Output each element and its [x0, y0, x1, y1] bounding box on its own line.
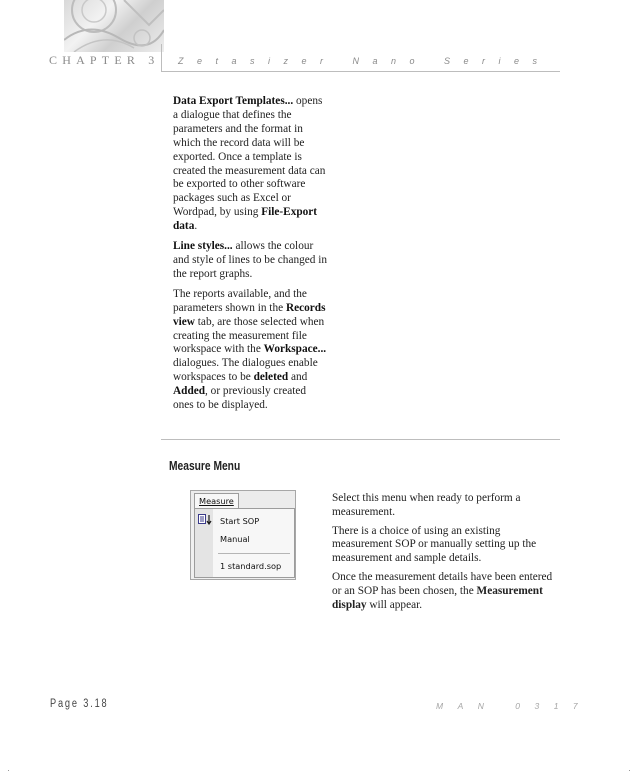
header-divider — [161, 44, 162, 72]
section-rule — [161, 439, 560, 440]
menu-separator — [218, 553, 290, 554]
series-title: Zetasizer Nano Series — [178, 56, 551, 66]
paragraph-line-styles: Line styles... allows the colour and style of lines to be changed in the report graphs. — [173, 240, 328, 280]
section-title-measure-menu: Measure Menu — [169, 459, 241, 473]
corner-mark-left — [8, 770, 9, 771]
menu-item-recent-sop[interactable]: 1 standard.sop — [220, 561, 282, 571]
measure-description: Select this menu when ready to perform a measurement. There is a choice of using an existing measurement SOP or manually setting up the measurement and sample details. Once the measurement details have been entered or an SOP has been chosen, the Measurement display will appear. — [332, 492, 553, 611]
main-text-column — [173, 95, 329, 419]
measure-menu-screenshot — [190, 490, 296, 580]
menu-item-start-sop[interactable]: Start SOP — [220, 516, 260, 526]
header-rule — [161, 71, 560, 72]
paragraph-reports: The reports available, and the parameters shown in the Records view tab, are those selected when creating the measurement file workspace with the Workspace... dialogues. The dialogues enable workspaces to be deleted and Added, or previously created ones to be displayed. — [173, 287, 327, 412]
document-code: MAN 0317 — [436, 701, 593, 711]
menu-item-manual[interactable]: Manual — [220, 534, 250, 544]
chapter-label: CHAPTER 3 — [49, 53, 160, 67]
paragraph-data-export: Data Export Templates... opens a dialogue that defines the parameters and the format in which the record data will be exported. Once a template is created the measurement data can be exported to other software packages such as Excel or Wordpad, by using File-Export data. — [173, 95, 326, 233]
menu-bar — [191, 491, 295, 509]
corner-mark-right — [629, 770, 630, 771]
measure-dropdown — [194, 508, 295, 578]
header-decorative-image — [64, 0, 164, 52]
page-number: Page 3.18 — [50, 698, 109, 710]
menu-measure[interactable]: Measure — [194, 493, 239, 508]
start-sop-icon — [198, 514, 212, 527]
